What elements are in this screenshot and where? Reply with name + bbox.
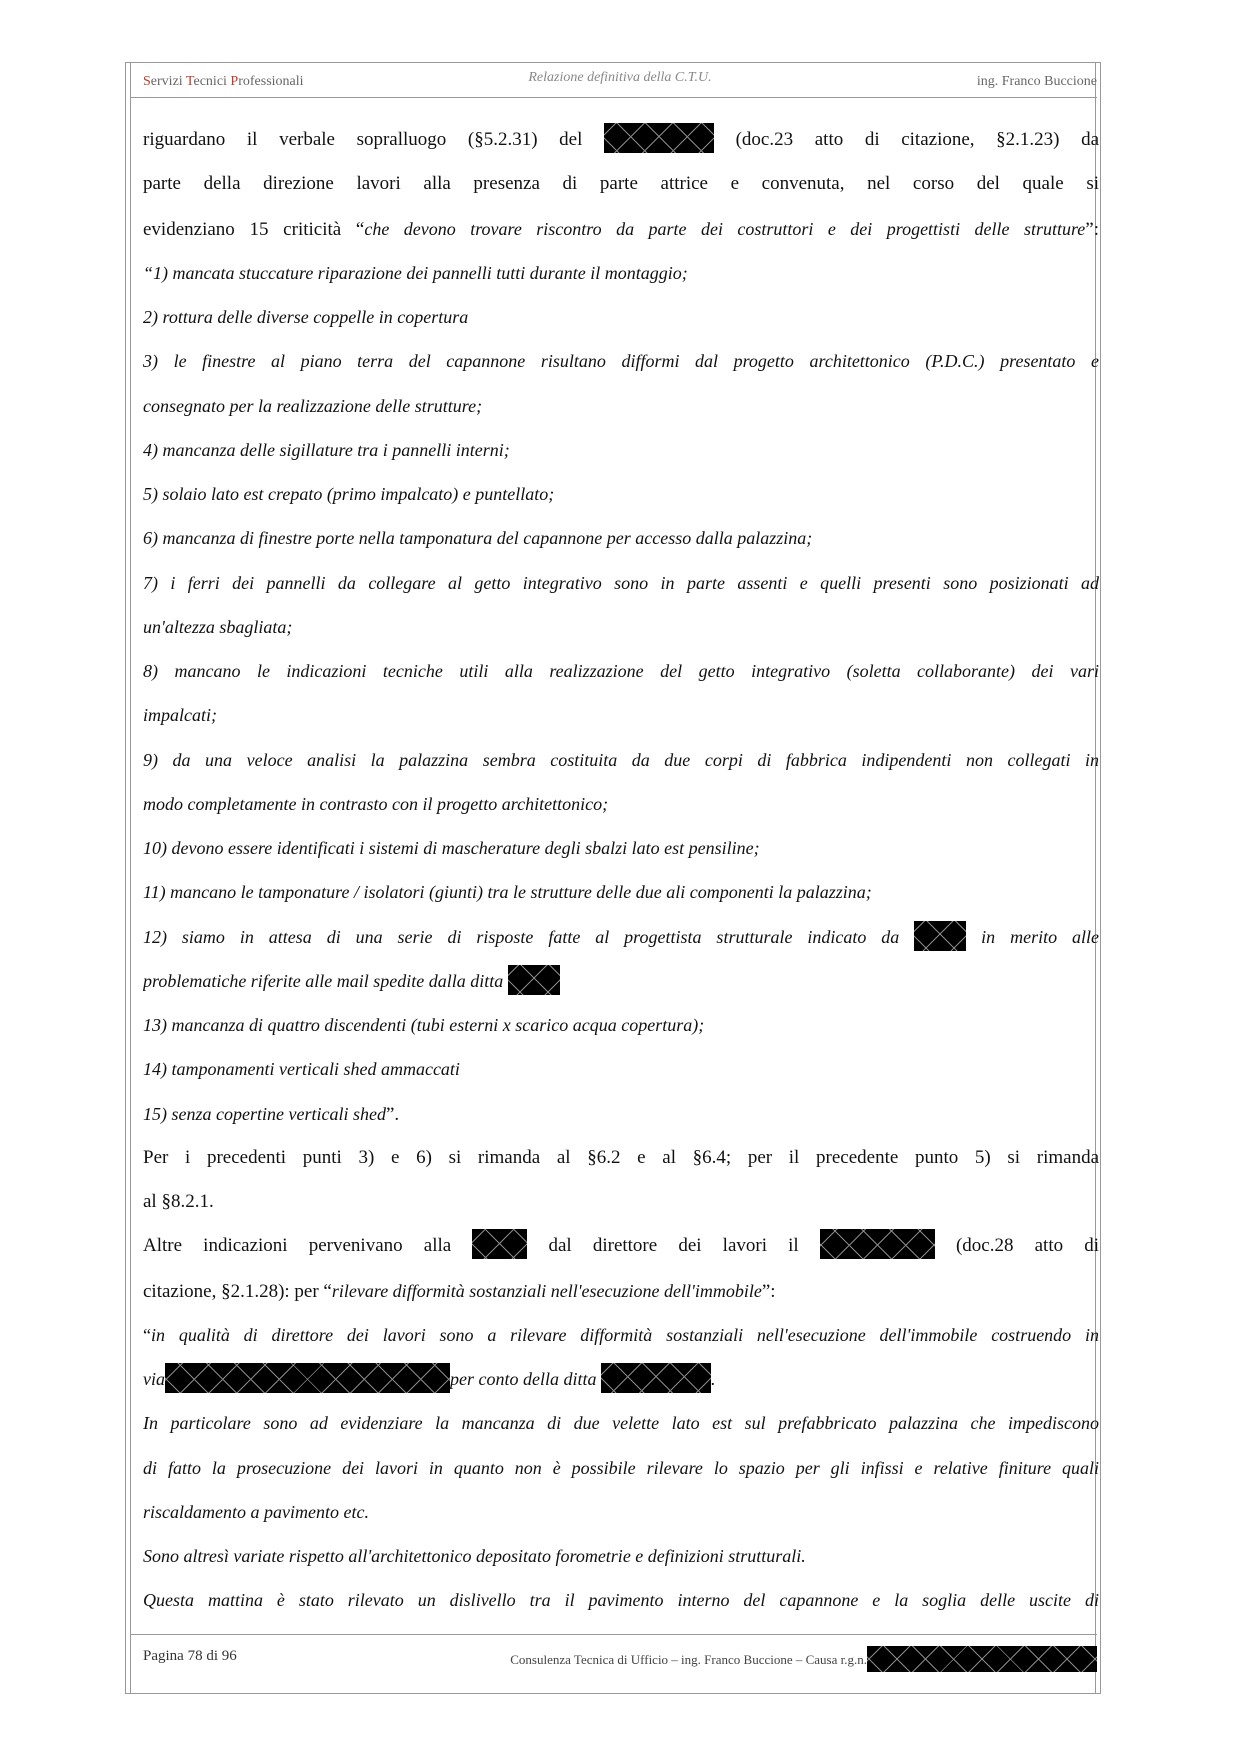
text-run: citazione, §2.1.28): per “ (143, 1280, 332, 1302)
text-run: dal direttore dei lavori il (548, 1235, 799, 1257)
redaction-block (601, 1363, 711, 1393)
text-run: in qualità di direttore dei lavori sono a rilevare difformità sostanziali nell'esecuzione dell'immobile costruendo in (151, 1324, 1099, 1345)
quote-line (143, 1313, 1099, 1357)
header-initial: P (230, 74, 239, 89)
document-body (143, 118, 1099, 1618)
text-run: 12) siamo in attesa di una serie di risposte fatte al progettista strutturale indicato da (143, 926, 900, 947)
header-center: Relazione definitiva della C.T.U. (528, 70, 712, 85)
text-run: ”. (385, 1103, 400, 1125)
list-item: 14) tamponamenti verticali shed ammaccati (143, 1059, 460, 1080)
redaction-block (165, 1363, 450, 1393)
header-initial: T (185, 74, 194, 89)
footer-text: Consulenza Tecnica di Ufficio – ing. Franco Buccione – Causa r.g.n. (510, 1652, 867, 1667)
header-word: ervizi (150, 74, 186, 89)
list-item: 10) devono essere identificati i sistemi di mascherature degli sbalzi lato est pensiline; (143, 838, 760, 858)
quote-line: di fatto la prosecuzione dei lavori in quanto non è possibile rilevare lo spazio per gli infissi e relative finiture quali (143, 1457, 1099, 1478)
text-run: 1) mancata stuccature riparazione dei pannelli tutti durante il montaggio; (153, 262, 688, 283)
header-word: ecnici (193, 74, 231, 89)
list-item: 5) solaio lato est crepato (primo impalcato) e puntellato; (143, 484, 555, 504)
list-item (143, 959, 1099, 1003)
quoted-text: che devono trovare riscontro da parte dei costruttori e dei progettisti delle strutture (364, 218, 1086, 239)
text-run: ”: (761, 1280, 776, 1302)
page-footer (143, 1642, 1097, 1672)
text-line: al §8.2.1. (143, 1191, 214, 1212)
redaction-block (508, 965, 560, 995)
list-item: impalcati; (143, 705, 217, 726)
list-item: 6) mancanza di finestre porte nella tamponatura del capannone per accesso dalla palazzina; (143, 528, 813, 549)
quote-line (143, 1357, 1099, 1401)
redaction-block (820, 1229, 935, 1259)
list-item (143, 251, 1099, 295)
header-word: rofessionali (238, 74, 304, 89)
text-line (143, 207, 1099, 251)
quote-line: In particolare sono ad evidenziare la mancanza di due velette lato est sul prefabbricato palazzina che impediscono (143, 1413, 1099, 1434)
list-item: 9) da una veloce analisi la palazzina sembra costituita da due corpi di fabbrica indipendenti non collegati in (143, 749, 1099, 770)
list-item: 3) le finestre al piano terra del capannone risultano difformi dal progetto architettonico (P.D.C.) presentato e (143, 351, 1099, 372)
list-item: consegnato per la realizzazione delle strutture; (143, 395, 483, 416)
text-run: per conto della ditta (450, 1369, 597, 1389)
text-run: in merito alle (981, 926, 1099, 947)
list-item: 13) mancanza di quattro discendenti (tubi esterni x scarico acqua copertura); (143, 1015, 705, 1035)
list-item: 2) rottura delle diverse coppelle in copertura (143, 307, 469, 327)
quote-line: riscaldamento a pavimento etc. (143, 1501, 369, 1522)
list-item (143, 1092, 1099, 1136)
list-item: modo completamente in contrasto con il progetto architettonico; (143, 793, 609, 814)
text-line: parte della direzione lavori alla presenza di parte attrice e convenuta, nel corso del quale si (143, 173, 1099, 195)
text-run: 15) senza copertine verticali shed (143, 1103, 386, 1124)
text-run: Altre indicazioni pervenivano alla (143, 1235, 452, 1257)
header-initial: S (143, 74, 151, 89)
list-item (143, 915, 1099, 959)
redaction-block (604, 123, 714, 153)
text-run: problematiche riferite alle mail spedite dalla ditta (143, 970, 504, 991)
text-run: via (143, 1369, 165, 1389)
text-run: riguardano il verbale sopralluogo (§5.2.31) del (143, 129, 583, 150)
footer-right (510, 1646, 1097, 1672)
quoted-text: rilevare difformità sostanziali nell'esecuzione dell'immobile (331, 1280, 762, 1301)
list-item: 11) mancano le tamponature / isolatori (giunti) tra le strutture delle due ali componenti la palazzina; (143, 882, 872, 903)
page-number: Pagina 78 di 96 (143, 1648, 237, 1664)
text-line (143, 1224, 1099, 1268)
list-item: 8) mancano le indicazioni tecniche utili alla realizzazione del getto integrativo (soletta collaborante) dei vari (143, 661, 1099, 681)
text-line (143, 118, 1099, 162)
list-item: un'altezza sbagliata; (143, 616, 293, 637)
footer-rule (130, 1634, 1097, 1635)
quote-mark: “ (143, 262, 154, 283)
redaction-block (867, 1646, 1097, 1672)
text-run: (doc.28 atto di (955, 1235, 1099, 1257)
text-line (143, 1269, 1099, 1313)
quote-mark: “ (143, 1324, 151, 1345)
list-item: 7) i ferri dei pannelli da collegare al getto integrativo sono in parte assenti e quelli presenti sono posizionati ad (143, 572, 1099, 593)
redaction-block (472, 1229, 527, 1259)
quote-line: Sono altresì variate rispetto all'architettonico depositato forometrie e definizioni strutturali. (143, 1546, 806, 1566)
redaction-block (914, 921, 966, 951)
text-run: ”: (1085, 218, 1099, 240)
text-line: Per i precedenti punti 3) e 6) si rimanda al §6.2 e al §6.4; per il precedente punto 5) si rimanda (143, 1146, 1099, 1168)
list-item: 4) mancanza delle sigillature tra i pannelli interni; (143, 439, 510, 460)
quote-line: Questa mattina è stato rilevato un dislivello tra il pavimento interno del capannone e la soglia delle uscite di (143, 1590, 1099, 1611)
text-run: evidenziano 15 criticità “ (143, 218, 365, 240)
text-run: (doc.23 atto di citazione, §2.1.23) da (735, 129, 1099, 150)
page-header (143, 70, 1097, 94)
text-run: . (710, 1369, 716, 1389)
header-right: ing. Franco Buccione (976, 74, 1097, 89)
header-rule (130, 97, 1097, 98)
